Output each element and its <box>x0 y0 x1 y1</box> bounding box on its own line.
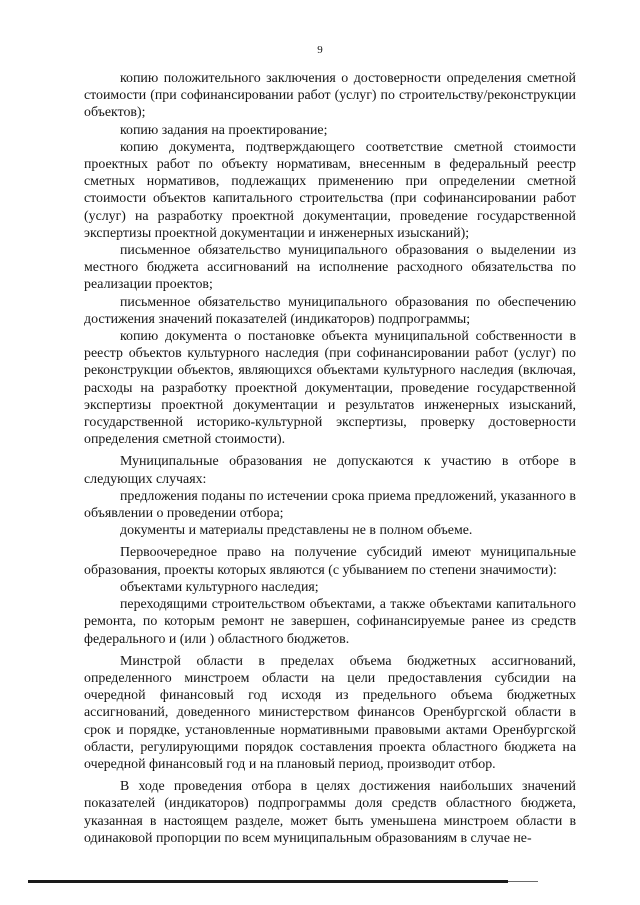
paragraph: письменное обязательство муниципального образования о выделении из местного бюджета ассигнований на исполнение расходного обязательства по реализации проектов; <box>84 243 576 293</box>
footer-rule <box>28 880 508 883</box>
paragraph: копию документа о постановке объекта муниципальной собственности в реестр объектов культурного наследия (при софинансировании работ (услуг) по реконструкции объектов, являющихся объектами культурного наследия (включая, расходы на разработку проектной документации, проведение государственной экспертизы проектной документации и результатов инженерных изысканий, государственной историко-культурной экспертизы, проверку достоверности определения сметной стоимости). <box>84 329 576 448</box>
paragraph: Первоочередное право на получение субсидий имеют муниципальные образования, проекты которых являются (с убыванием по степени значимости): <box>84 545 576 578</box>
footer-rule-tail <box>508 881 538 882</box>
paragraph: письменное обязательство муниципального образования по обеспечению достижения значений показателей (индикаторов) подпрограммы; <box>84 294 576 327</box>
paragraph: копию документа, подтверждающего соответствие сметной стоимости проектных работ по объекту нормативам, внесенным в федеральный реестр сметных нормативов, подлежащих применению при определении сметной стоимости объектов капитального строительства (при софинансировании работ (услуг) на разработку проектной документации, проведение государственной экспертизы проектной документации и инженерных изысканий); <box>84 139 576 241</box>
paragraph: В ходе проведения отбора в целях достижения наибольших значений показателей (индикаторов) подпрограммы доля средств областного бюджета, указанная в настоящем разделе, может быть уменьшена минстроем области в одинаковой пропорции по всем муниципальным образованиям в случае не- <box>84 779 576 846</box>
paragraph: копию положительного заключения о достоверности определения сметной стоимости (при софинансировании работ (услуг) по строительству/реконструкции объектов); <box>84 71 576 121</box>
document-body <box>84 70 576 847</box>
paragraph: документы и материалы представлены не в полном объеме. <box>120 523 473 539</box>
paragraph: объектами культурного наследия; <box>120 579 319 595</box>
paragraph: Муниципальные образования не допускаются к участию в отборе в следующих случаях: <box>84 454 576 487</box>
paragraph: Минстрой области в пределах объема бюджетных ассигнований, определенного минстроем области на цели предоставления субсидии на очередной финансовый год исходя из предельного объема бюджетных ассигнований, доведенного министерством финансов Оренбургской области в срок и порядке, установленные нормативными правовыми актами Оренбургской области, регулирующими порядок составления проекта областного бюджета на очередной финансовый год и на плановый период, производит отбор. <box>84 653 576 772</box>
paragraph: переходящими строительством объектами, а также объектами капитального ремонта, по которым ремонт не завершен, софинансируемые ранее из средств федерального и (или ) областного бюджетов. <box>84 597 576 647</box>
paragraph: копию задания на проектирование; <box>120 122 328 138</box>
page-number: 9 <box>317 44 323 56</box>
paragraph: предложения поданы по истечении срока приема предложений, указанного в объявлении о проведении отбора; <box>84 488 576 522</box>
